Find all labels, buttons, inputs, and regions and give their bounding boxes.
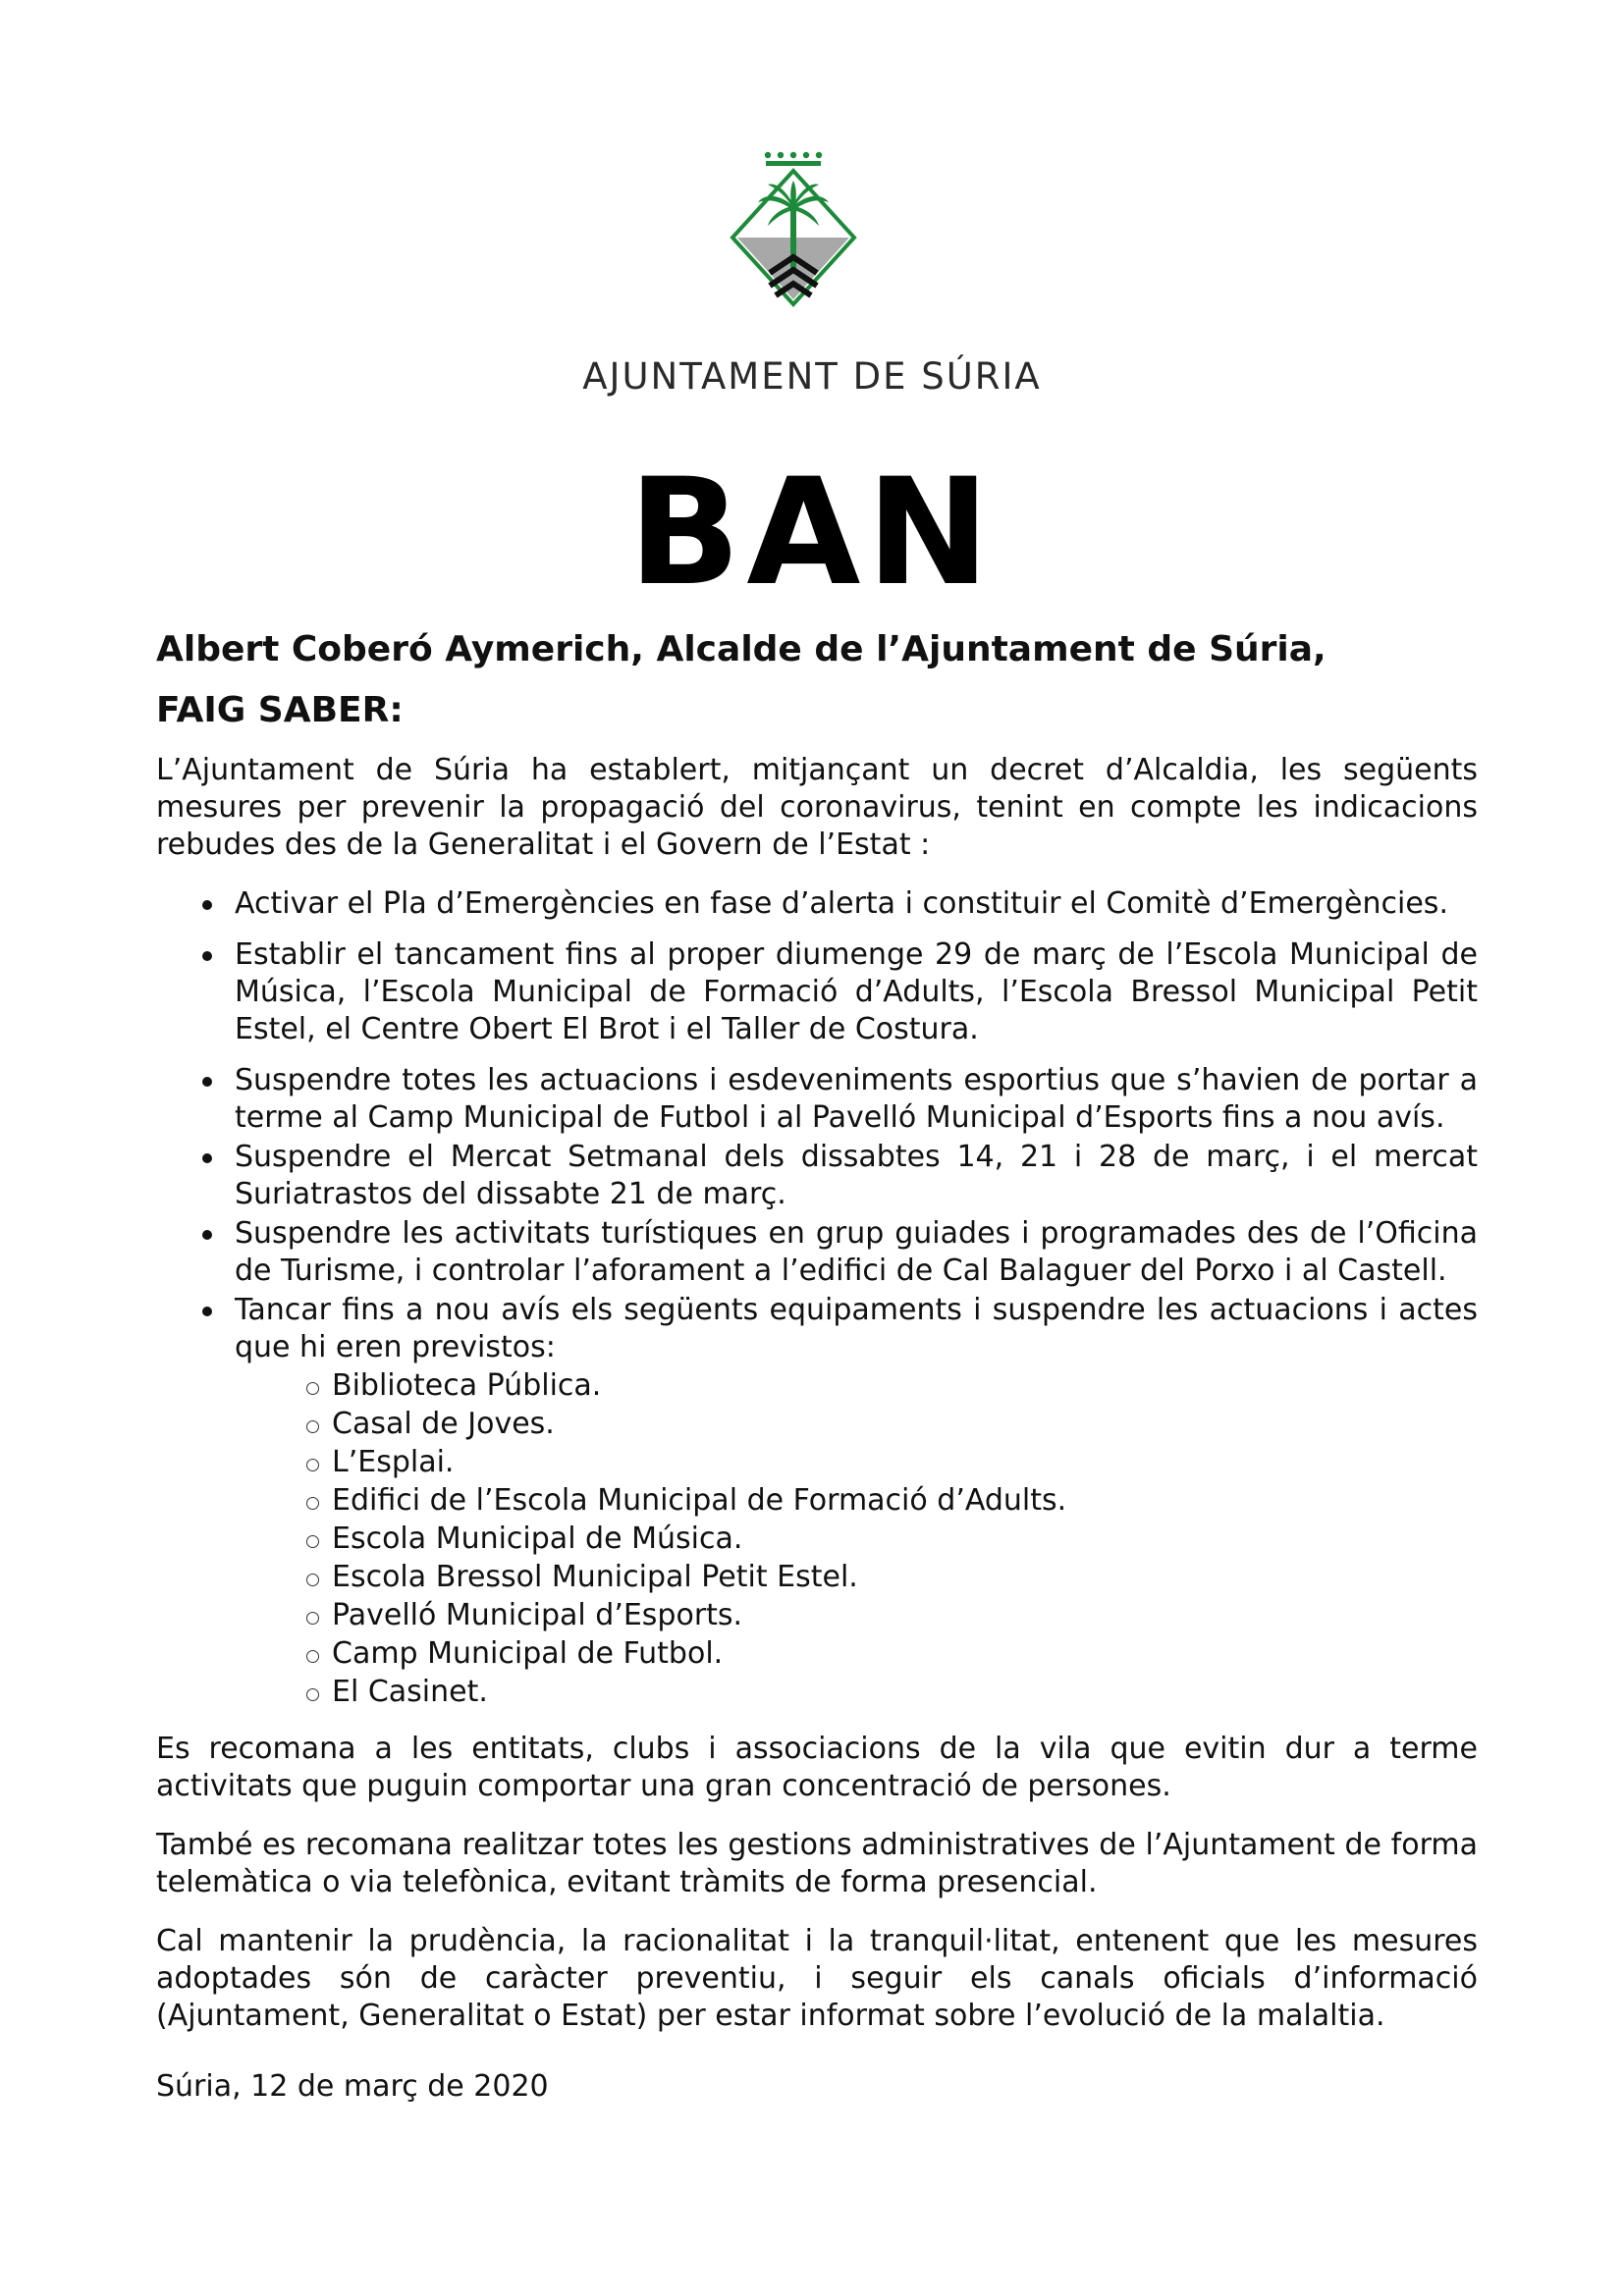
bullet-icon bbox=[202, 951, 212, 961]
sub-list-item bbox=[235, 1366, 1478, 1405]
circle-bullet-icon bbox=[306, 1420, 319, 1433]
facility-name: Escola Municipal de Música. bbox=[332, 1522, 743, 1556]
facility-name: Camp Municipal de Futbol. bbox=[332, 1636, 724, 1671]
list-item bbox=[156, 885, 1478, 923]
measures-list bbox=[156, 885, 1478, 1711]
place-date: Súria, 12 de març de 2020 bbox=[156, 2069, 549, 2104]
bullet-icon bbox=[202, 1077, 212, 1087]
coat-of-arms-palm-icon bbox=[729, 147, 858, 334]
sub-list-item bbox=[235, 1481, 1478, 1520]
letterhead bbox=[0, 147, 1624, 402]
facility-name: L’Esplai. bbox=[332, 1445, 455, 1479]
list-item bbox=[156, 1292, 1478, 1711]
list-item bbox=[156, 936, 1478, 1048]
list-item-text: Establir el tancament fins al proper diumenge 29 de març de l’Escola Municipal de Música, l’Escola Municipal de Formació d’Adults, l’Escola Bressol Municipal Petit Estel, el Centre Obert El Brot i el Taller de Costura. bbox=[235, 937, 1478, 1046]
facility-name: Pavelló Municipal d’Esports. bbox=[332, 1598, 743, 1632]
facilities-list bbox=[235, 1366, 1478, 1711]
recommendation-paragraph: Es recomana a les entitats, clubs i associacions de la vila que evitin dur a terme activitats que puguin comportar una gran concentració de persones. bbox=[156, 1732, 1478, 1803]
circle-bullet-icon bbox=[306, 1497, 319, 1510]
recommendation-paragraph: Cal mantenir la prudència, la racionalitat i la tranquil·litat, entenent que les mesures adoptades són de caràcter preventiu, i seguir els canals oficials d’informació (Ajuntament, Generalitat o Estat) per estar informat sobre l’evolució de la malaltia. bbox=[156, 1924, 1478, 2033]
list-item-text: Suspendre les activitats turístiques en grup guiades i programades des de l’Oficina de Turisme, i controlar l’aforament a l’edifici de Cal Balaguer del Porxo i al Castell. bbox=[235, 1216, 1478, 1288]
list-item-text: Suspendre el Mercat Setmanal dels dissabtes 14, 21 i 28 de març, i el mercat Suriatrastos del dissabte 21 de març. bbox=[235, 1140, 1478, 1211]
announce-heading: FAIG SABER: bbox=[156, 690, 404, 730]
bullet-icon bbox=[202, 1153, 212, 1163]
list-item-text: Activar el Pla d’Emergències en fase d’alerta i constituir el Comitè d’Emergències. bbox=[235, 886, 1448, 921]
facility-name: Casal de Joves. bbox=[332, 1407, 555, 1441]
sub-list-item bbox=[235, 1673, 1478, 1711]
list-item bbox=[156, 1215, 1478, 1290]
list-item-text: Suspendre totes les actuacions i esdeveniments esportius que s’havien de portar a terme al Camp Municipal de Futbol i al Pavelló Municipal d’Esports fins a nou avís. bbox=[235, 1063, 1478, 1135]
recommendation-paragraph: També es recomana realitzar totes les gestions administratives de l’Ajuntament de forma telemàtica o via telefònica, evitant tràmits de forma presencial. bbox=[156, 1828, 1478, 1899]
sub-list-item bbox=[235, 1596, 1478, 1634]
circle-bullet-icon bbox=[306, 1650, 319, 1663]
circle-bullet-icon bbox=[306, 1612, 319, 1625]
list-item bbox=[156, 1139, 1478, 1213]
facility-name: Escola Bressol Municipal Petit Estel. bbox=[332, 1560, 858, 1594]
circle-bullet-icon bbox=[306, 1459, 319, 1471]
bullet-icon bbox=[202, 900, 212, 910]
circle-bullet-icon bbox=[306, 1688, 319, 1701]
sub-list-item bbox=[235, 1520, 1478, 1558]
sub-list-item bbox=[235, 1558, 1478, 1596]
circle-bullet-icon bbox=[306, 1535, 319, 1548]
list-item bbox=[156, 1062, 1478, 1137]
bullet-icon bbox=[202, 1307, 212, 1316]
sub-list-item bbox=[235, 1443, 1478, 1481]
issuer-line: Albert Coberó Aymerich, Alcalde de l’Ajuntament de Súria, bbox=[156, 629, 1326, 669]
list-item-text: Tancar fins a nou avís els següents equipaments i suspendre les actuacions i actes que hi eren previstos: bbox=[235, 1293, 1478, 1364]
document-body bbox=[156, 628, 1478, 2106]
document-title: BAN bbox=[628, 448, 996, 618]
circle-bullet-icon bbox=[306, 1382, 319, 1395]
facility-name: Biblioteca Pública. bbox=[332, 1368, 602, 1403]
organization-name: AJUNTAMENT DE SÚRIA bbox=[582, 355, 1042, 398]
facility-name: El Casinet. bbox=[332, 1675, 488, 1709]
facility-name: Edifici de l’Escola Municipal de Formació d’Adults. bbox=[332, 1483, 1067, 1518]
circle-bullet-icon bbox=[306, 1574, 319, 1586]
sub-list-item bbox=[235, 1405, 1478, 1443]
sub-list-item bbox=[235, 1634, 1478, 1673]
intro-paragraph: L’Ajuntament de Súria ha establert, mitjançant un decret d’Alcaldia, les següents mesures per prevenir la propagació del coronavirus, tenint en compte les indicacions rebudes des de la Generalitat i el Govern de l’Estat : bbox=[156, 753, 1478, 862]
bullet-icon bbox=[202, 1230, 212, 1240]
